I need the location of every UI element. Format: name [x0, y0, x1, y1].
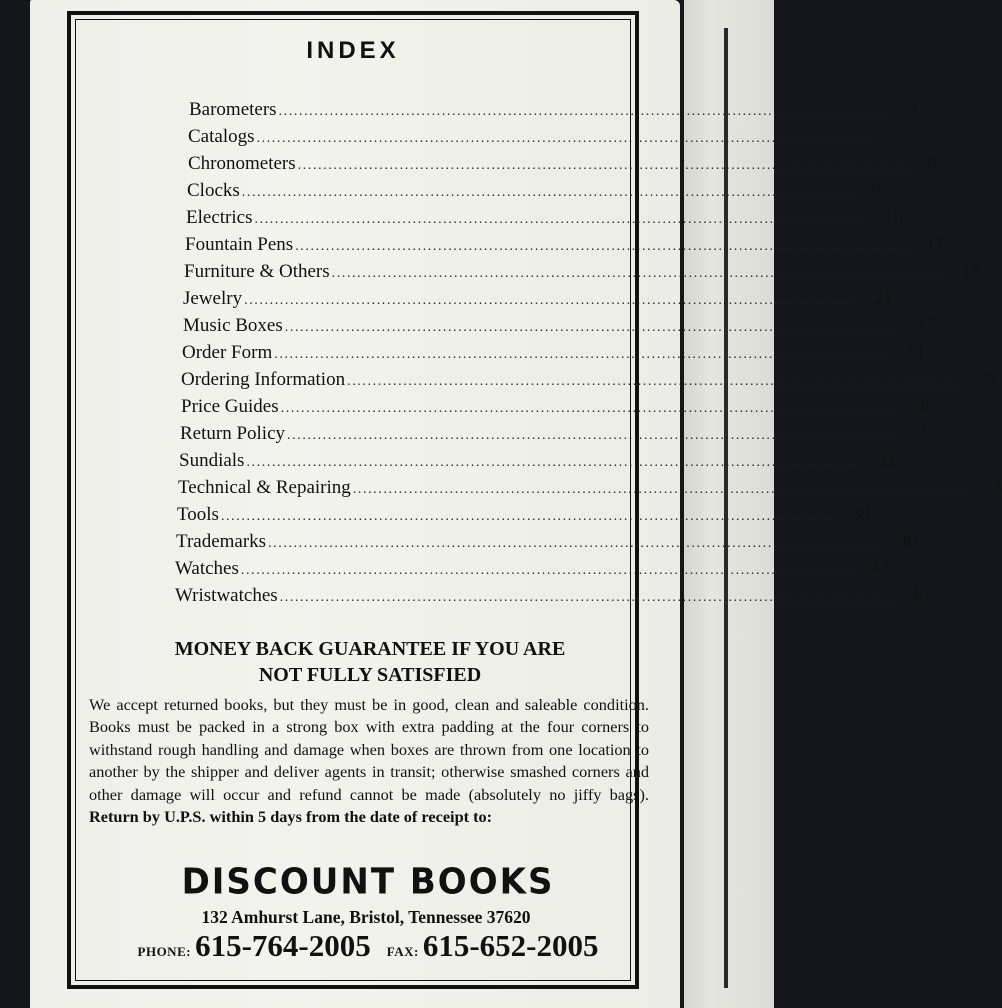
dot-leader: ........................................................................................................................	[244, 293, 857, 308]
index-entry-page: 27	[914, 315, 934, 336]
guarantee-line-1: MONEY BACK GUARANTEE IF YOU ARE	[174, 638, 566, 660]
index-entry	[181, 396, 930, 422]
index-entry-label: Clocks	[187, 180, 240, 201]
dot-leader: ........................................................................................................................	[220, 509, 833, 524]
page-frame	[67, 11, 1002, 989]
index-entry-label: Electrics	[186, 207, 253, 228]
fax-label: FAX:	[386, 944, 419, 959]
guarantee-heading	[0, 636, 748, 688]
index-entry	[175, 585, 929, 611]
index-entry-label: Order Form	[182, 342, 273, 363]
dot-leader: ........................................................................................................................	[246, 455, 859, 470]
dot-leader: ........................................................................................................................	[279, 590, 892, 605]
dot-leader: ........................................................................................................................	[278, 104, 891, 119]
index-entry-page: 42	[870, 558, 890, 579]
page-title: INDEX	[306, 37, 400, 64]
adjacent-page	[684, 0, 774, 1008]
index-entry	[180, 423, 937, 449]
index-entry	[184, 261, 981, 287]
dot-leader: ........................................................................................................................	[256, 131, 869, 146]
dot-leader: ........................................................................................................................	[297, 158, 910, 173]
index-entry-label: Furniture & Others	[184, 261, 330, 282]
index-entry-label: Jewelry	[183, 288, 243, 309]
dot-leader: ........................................................................................................................	[268, 536, 881, 551]
index-entry-page: 8	[927, 153, 938, 174]
index-entry-label: Watches	[175, 558, 239, 579]
index-entry-label: Trademarks	[176, 531, 267, 552]
index-entry	[185, 234, 945, 260]
index-entry	[188, 153, 938, 179]
index-entry-label: Catalogs	[188, 126, 255, 147]
index-entry	[181, 369, 997, 395]
index-entry-page: 25	[977, 369, 997, 390]
index-entry-page: 45	[909, 585, 929, 606]
index-entry-label: Price Guides	[181, 396, 279, 417]
dot-leader: ........................................................................................................................	[280, 401, 893, 416]
index-entry	[177, 504, 870, 530]
contact-numbers	[0, 928, 746, 964]
company-name: DISCOUNT BOOKS	[181, 861, 555, 903]
index-entry-page: 32	[876, 450, 896, 471]
dot-leader: ........................................................................................................................	[347, 374, 960, 389]
index-entry-page: 16	[884, 207, 904, 228]
return-policy-text	[89, 694, 649, 828]
index-entry	[182, 342, 924, 368]
dot-leader: ........................................................................................................................	[295, 239, 908, 254]
index-entry-label: Return Policy	[180, 423, 286, 444]
index-entry-page: 18	[961, 261, 981, 282]
index-entry-page: 17	[925, 234, 945, 255]
index-entry-page: 25	[917, 423, 937, 444]
policy-body: We accept returned books, but they must be in good, clean and saleable condition. Books must be packed in a strong box with extra padding at the four corners to withstand rough handling and damage when boxes are thrown from one location to another by the shipper and deliver agents in transit; otherwise smashed corners and other damage will occur and refund cannot be made (absolutely no jiffy bags).	[89, 695, 649, 804]
index-entry-label: Music Boxes	[183, 315, 283, 336]
index-entry-page: 38	[850, 504, 870, 525]
index-entry-label: Sundials	[179, 450, 245, 471]
index-entry-page: 9	[871, 180, 882, 201]
index-entry-page: 4	[908, 99, 919, 120]
index-entry-label: Technical & Repairing	[178, 477, 351, 498]
index-entry-label: Tools	[177, 504, 219, 525]
index-entry-page: 28	[910, 396, 930, 417]
index-entry	[186, 207, 904, 233]
index-entry-page: 5	[886, 126, 896, 147]
phone-number: 615-764-2005	[195, 928, 371, 963]
index-entry	[176, 531, 918, 557]
dot-leader: ........................................................................................................................	[241, 185, 854, 200]
index-entry	[187, 180, 882, 206]
index-entry-label: Chronometers	[188, 153, 296, 174]
dot-leader: ........................................................................................................................	[254, 212, 867, 227]
index-entry-page: 33	[982, 477, 1002, 498]
policy-return-instructions: Return by U.P.S. within 5 days from the date of receipt to:	[89, 807, 493, 827]
index-entry-label: Fountain Pens	[185, 234, 294, 255]
guarantee-line-2: NOT FULLY SATISFIED	[258, 664, 482, 686]
index-entry	[183, 315, 934, 341]
dot-leader: ........................................................................................................................	[331, 266, 944, 281]
index-entry	[189, 99, 919, 125]
index-entry-page: 24	[904, 342, 924, 363]
dot-leader: ........................................................................................................................	[284, 320, 897, 335]
index-entry-label: Ordering Information	[181, 369, 346, 390]
index-entry	[183, 288, 894, 314]
index-entry	[179, 450, 896, 476]
dot-leader: ........................................................................................................................	[274, 347, 887, 362]
index-entry-label: Wristwatches	[175, 585, 278, 606]
company-address: 132 Amhurst Lane, Bristol, Tennessee 37620	[201, 907, 531, 927]
index-entry-label: Barometers	[189, 99, 277, 120]
phone-label: PHONE:	[137, 944, 192, 959]
dot-leader: ........................................................................................................................	[287, 428, 900, 443]
index-entry-page: 40	[898, 531, 918, 552]
index-entry	[188, 126, 896, 152]
dot-leader: ........................................................................................................................	[352, 482, 965, 497]
fax-number: 615-652-2005	[422, 928, 599, 963]
index-entry	[175, 558, 890, 584]
index-entry-page: 21	[874, 288, 894, 309]
index-entry	[178, 477, 1002, 503]
dot-leader: ........................................................................................................................	[240, 563, 853, 578]
